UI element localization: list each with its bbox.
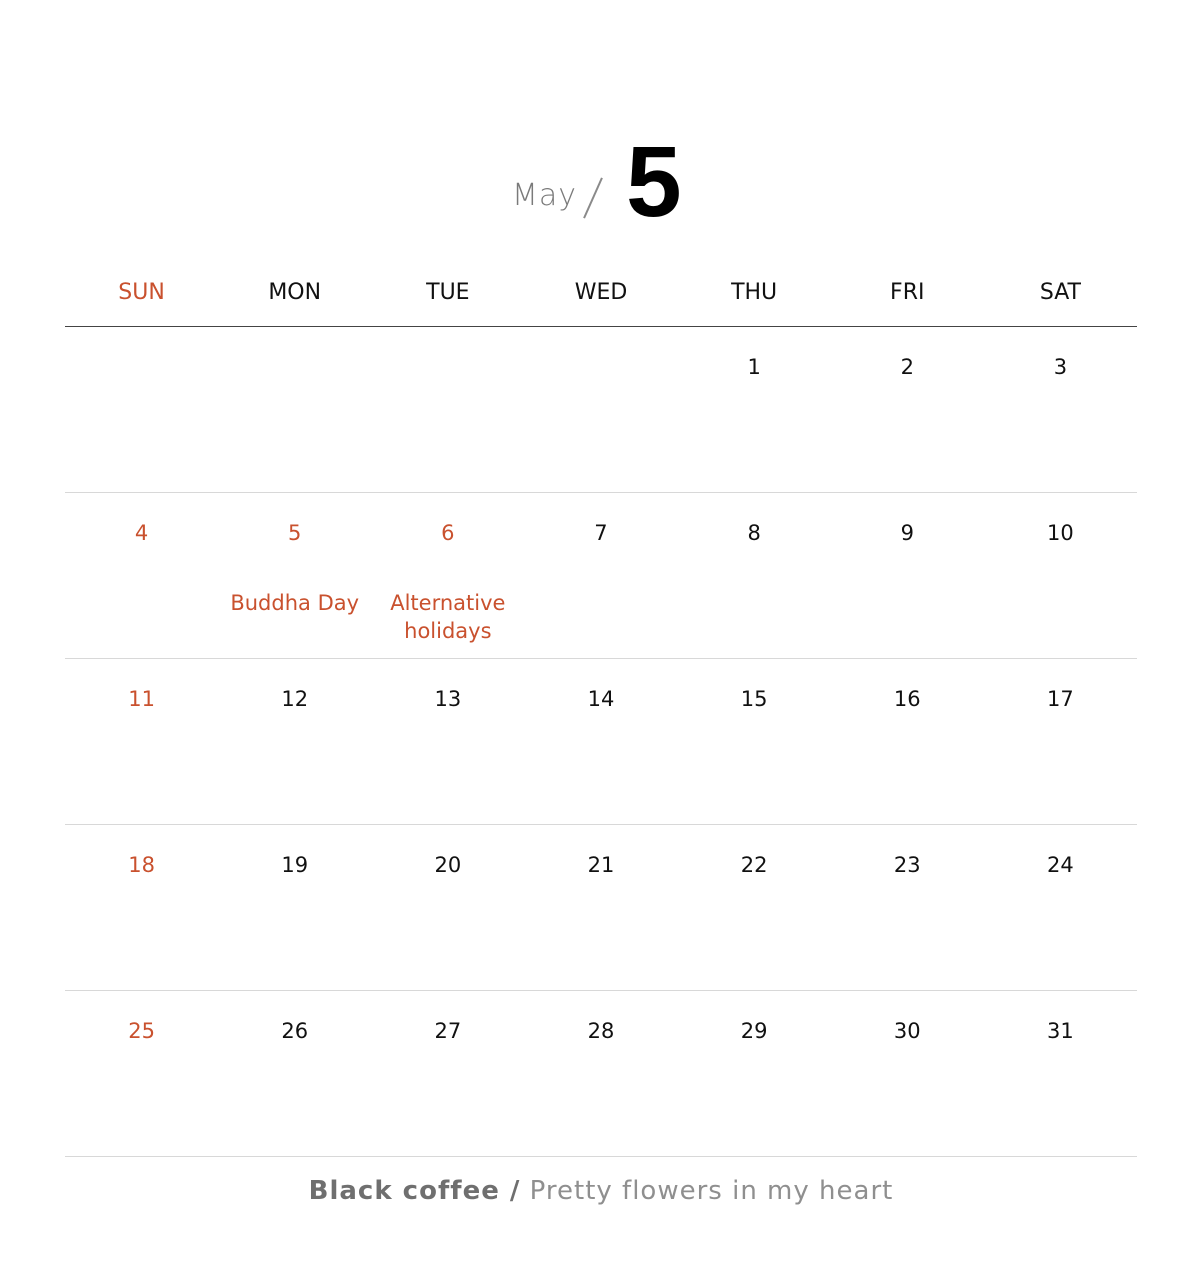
day-cell[interactable] xyxy=(831,493,984,658)
week-row xyxy=(65,327,1137,493)
day-cell[interactable] xyxy=(831,825,984,990)
day-cell[interactable] xyxy=(678,659,831,824)
weeks-container xyxy=(65,327,1137,1157)
weekday-thu: THU xyxy=(731,280,778,305)
footer-caption xyxy=(0,1176,1202,1206)
day-cell[interactable] xyxy=(65,659,218,824)
day-cell[interactable] xyxy=(524,493,677,658)
day-number: 20 xyxy=(434,853,462,877)
day-number: 16 xyxy=(893,687,921,711)
day-cell[interactable] xyxy=(678,493,831,658)
day-cell[interactable] xyxy=(984,991,1137,1156)
day-number: 27 xyxy=(434,1019,462,1043)
day-cell[interactable] xyxy=(524,991,677,1156)
day-number: 24 xyxy=(1047,853,1074,877)
day-number: 6 xyxy=(441,521,455,545)
day-cell[interactable] xyxy=(984,659,1137,824)
day-number: 26 xyxy=(281,1019,309,1043)
day-number: 12 xyxy=(281,687,309,711)
day-cell[interactable] xyxy=(65,825,218,990)
weekday-sun: SUN xyxy=(118,280,165,305)
day-number: 7 xyxy=(594,521,608,545)
day-cell[interactable] xyxy=(218,659,371,824)
week-row xyxy=(65,493,1137,659)
week-row xyxy=(65,825,1137,991)
day-number: 25 xyxy=(128,1019,155,1043)
day-cell[interactable] xyxy=(371,991,524,1156)
day-number: 14 xyxy=(587,687,615,711)
day-number: 10 xyxy=(1047,521,1074,545)
day-number: 29 xyxy=(740,1019,768,1043)
footer-bold-text: Black coffee / xyxy=(308,1176,521,1206)
day-number: 23 xyxy=(893,853,921,877)
calendar-grid xyxy=(65,270,1137,1157)
day-number: 9 xyxy=(900,521,914,545)
day-cell[interactable] xyxy=(524,659,677,824)
empty-day-cell xyxy=(65,327,218,492)
day-number: 1 xyxy=(747,355,761,379)
day-number: 8 xyxy=(747,521,761,545)
day-cell[interactable] xyxy=(65,991,218,1156)
day-number: 11 xyxy=(128,687,155,711)
footer-light-text: Pretty flowers in my heart xyxy=(520,1176,894,1206)
day-cell[interactable] xyxy=(218,825,371,990)
weekday-header-row xyxy=(65,270,1137,327)
day-number: 13 xyxy=(434,687,462,711)
day-number: 22 xyxy=(740,853,768,877)
day-cell[interactable] xyxy=(371,825,524,990)
day-cell[interactable] xyxy=(831,991,984,1156)
calendar-header xyxy=(0,126,1202,240)
week-row xyxy=(65,659,1137,825)
day-number: 3 xyxy=(1053,355,1068,379)
weekday-tue: TUE xyxy=(426,280,470,305)
day-number: 4 xyxy=(134,521,149,545)
day-number: 15 xyxy=(740,687,768,711)
day-cell[interactable] xyxy=(678,327,831,492)
day-number: 17 xyxy=(1047,687,1074,711)
weekday-wed: WED xyxy=(574,280,628,305)
day-cell[interactable] xyxy=(371,659,524,824)
empty-day-cell xyxy=(218,327,371,492)
day-cell[interactable] xyxy=(371,493,524,658)
separator-slash xyxy=(583,177,603,218)
day-cell[interactable] xyxy=(984,825,1137,990)
month-number: 5 xyxy=(626,126,682,238)
day-cell[interactable] xyxy=(984,327,1137,492)
day-cell[interactable] xyxy=(65,493,218,658)
empty-day-cell xyxy=(524,327,677,492)
day-cell[interactable] xyxy=(218,493,371,658)
day-cell[interactable] xyxy=(678,825,831,990)
weekday-fri: FRI xyxy=(890,280,925,305)
day-cell[interactable] xyxy=(984,493,1137,658)
holiday-label: Buddha Day xyxy=(230,591,360,615)
weekday-mon: MON xyxy=(268,280,322,305)
holiday-label: Alternative holidays xyxy=(390,591,506,643)
day-cell[interactable] xyxy=(524,825,677,990)
month-name: May xyxy=(512,178,578,213)
empty-day-cell xyxy=(371,327,524,492)
day-number: 28 xyxy=(587,1019,615,1043)
day-number: 18 xyxy=(128,853,155,877)
day-number: 31 xyxy=(1047,1019,1074,1043)
day-number: 30 xyxy=(893,1019,921,1043)
week-row xyxy=(65,991,1137,1157)
day-number: 5 xyxy=(288,521,302,545)
day-number: 2 xyxy=(900,355,914,379)
day-number: 21 xyxy=(587,853,615,877)
day-cell[interactable] xyxy=(218,991,371,1156)
weekday-sat: SAT xyxy=(1039,280,1081,305)
day-cell[interactable] xyxy=(831,327,984,492)
day-cell[interactable] xyxy=(831,659,984,824)
day-cell[interactable] xyxy=(678,991,831,1156)
day-number: 19 xyxy=(281,853,309,877)
